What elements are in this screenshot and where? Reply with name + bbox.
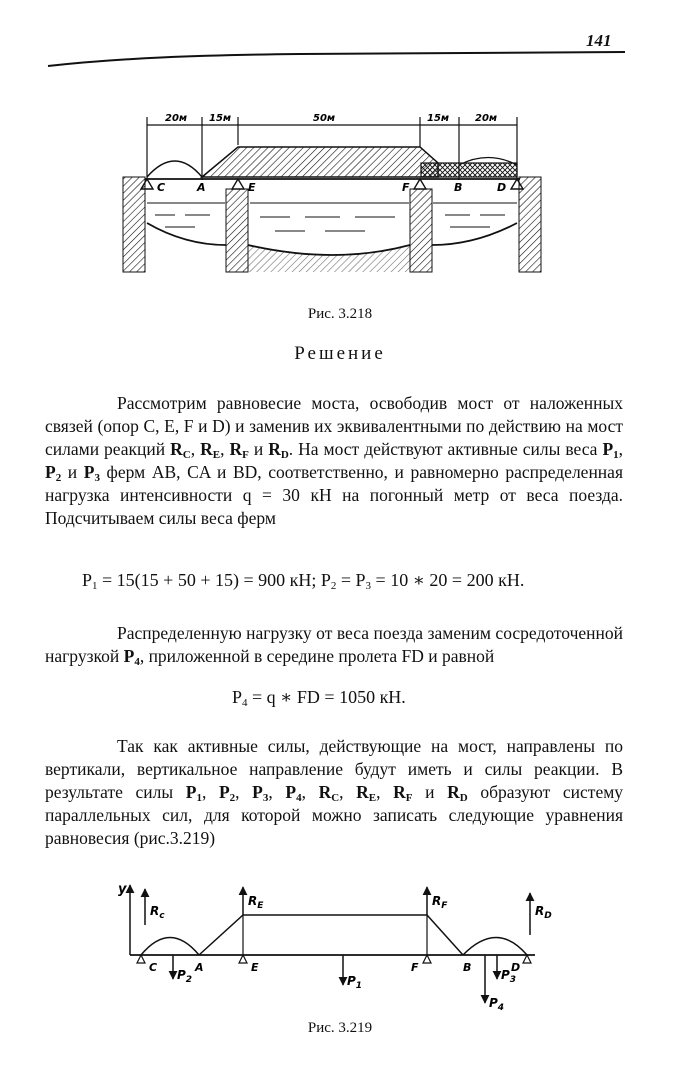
- paragraph-1: Рассмотрим равновесие моста, освободив мост от наложенных связей (опор C, E, F и D) и заменив их эквивалентными по действию на мост силами реакций $R_C$, $R_E$, $R_F$ и $R_D$. На мост действуют активные силы веса $P_1$, $P_2$ и $P_3$ ферм AB, CA и BD, соответственно, и равномерно распределенная нагрузка интенсивности q = 30 кН на погонный метр от веса поезда. Подсчитываем силы веса ферм: [45, 393, 624, 528]
- dim-cA: 20м: [165, 113, 188, 124]
- d2-label-D: D: [511, 961, 521, 974]
- label-D: D: [497, 181, 507, 194]
- label-rf: R: [432, 894, 442, 908]
- formula-weights: $P_1 = 15(15 + 50 + 15) = 900$ кН; $P_2 = P_3 = 10$ ∗ 20 = 200 кН.: [82, 570, 525, 592]
- d2-label-E: E: [251, 961, 259, 974]
- svg-text:RD: $R_D$: [535, 904, 552, 921]
- support-F: [414, 179, 426, 189]
- label-rc: R: [150, 904, 160, 918]
- label-p4: P: [489, 996, 498, 1010]
- dim-BD: 20м: [475, 113, 498, 124]
- figure1-caption: Рис. 3.218: [307, 306, 373, 322]
- label-B: B: [454, 181, 463, 194]
- dim-FB: 15м: [427, 113, 450, 124]
- dim-EF: 50м: [313, 113, 336, 124]
- label-E: E: [248, 181, 256, 194]
- truss-AB: [202, 147, 438, 177]
- right-abutment: [519, 177, 541, 272]
- arch-BD: [463, 938, 527, 956]
- truss-AB-outline: [199, 915, 463, 955]
- arch-CA: [141, 938, 199, 956]
- formula-p4: $P_4 = q$ ∗ FD = 1050 кН.: [232, 687, 406, 709]
- label-C: C: [157, 181, 166, 194]
- label-p3: P: [501, 968, 510, 982]
- truss-CA: [147, 161, 202, 177]
- force-diagram: [115, 875, 565, 1020]
- svg-text:P2: $P_2$: [177, 968, 193, 985]
- header-rule: [0, 0, 680, 80]
- section-heading: Решение: [294, 343, 386, 364]
- svg-text:P4: $P_4$: [489, 996, 505, 1013]
- svg-text:P3: $P_3$: [501, 968, 517, 985]
- label-p2: P: [177, 968, 186, 982]
- label-F: F: [402, 181, 410, 194]
- label-re: R: [248, 894, 258, 908]
- svg-text:RE: $R_E$: [248, 894, 264, 911]
- bridge-figure: [105, 105, 555, 280]
- water: [147, 203, 517, 231]
- paragraph-2: Распределенную нагрузку от веса поезда заменим сосредоточенной нагрузкой $P_4$, приложенной в середине пролета FD и равной: [45, 623, 623, 668]
- train-load: [421, 163, 517, 177]
- riverbed: [147, 223, 517, 255]
- label-A: A: [197, 181, 206, 194]
- label-rd: R: [535, 904, 545, 918]
- y-axis-label: y: [118, 882, 127, 897]
- d2-label-B: B: [463, 961, 472, 974]
- svg-text:Rc: $R_c$: [150, 904, 165, 921]
- figure2-caption: Рис. 3.219: [307, 1020, 373, 1036]
- paragraph-3: Так как активные силы, действующие на мост, направлены по вертикали, вертикальное направление будут иметь и силы реакции. В результате силы $P_1$, $P_2$, $P_3$, $P_4$, $R_C$, $R_E$, $R_F$ и $R_D$ образуют систему параллельных сил, для которой можно записать следующие уравнения равновесия (рис.3.219): [45, 736, 624, 848]
- page-number: 141: [586, 31, 612, 50]
- d2-label-A: A: [195, 961, 204, 974]
- pier-E: [226, 189, 248, 272]
- d2-label-F: F: [411, 961, 419, 974]
- support-E: [232, 179, 244, 189]
- left-abutment: [123, 177, 145, 272]
- svg-text:RF: $R_F$: [432, 894, 448, 911]
- d2-label-C: C: [149, 961, 158, 974]
- svg-text:P1: $P_1$: [347, 974, 363, 991]
- pier-F: [410, 189, 432, 272]
- label-p1: P: [347, 974, 356, 988]
- dim-AE: 15м: [209, 113, 232, 124]
